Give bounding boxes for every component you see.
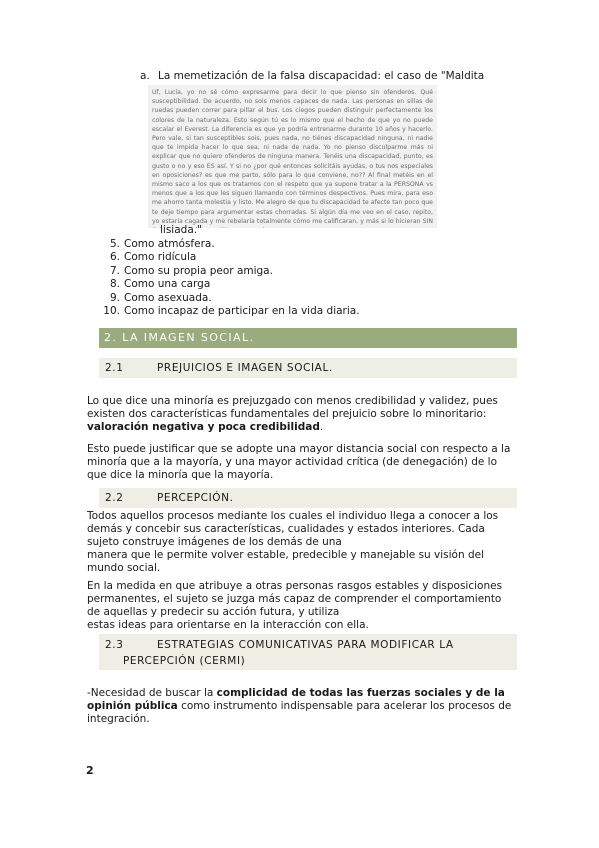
list-item-text: La memetización de la falsa discapacidad: el caso de "Maldita <box>158 70 485 82</box>
list-number: 10. <box>103 304 120 317</box>
list-number: 5. <box>109 238 120 250</box>
quote-screenshot-text: Uf, Lucía, yo no sé cómo expresarme para decir lo que pienso sin ofenderos. Qué susceptibilidad. De acuerdo, no sois menos capaces de nada. Las personas en sillas de ruedas pueden correr para pillar el bus. Los ciegos pueden distinguir perfectamente los colores de la naturaleza. Esto según tú es lo mismo que el hecho de que yo no puede escalar el Everest. La diferencia es que yo podría entrenarme durante 10 años y hacerlo. Pero vale, si tan susceptibles sois, pues nada, no tiénes discapacidad ninguna, ni nadie que te impida hacer lo que sea, ni nada de nada. Yo no pienso disculparme más ni explicar que no quiero ofenderos de ninguna manera. Tenéis una discapacidad, punto, es gusto o no y eso ES así. Y si no ¿por qué entonces solicitáis ayudas, o tus nos especiales en oposiciones? es que me parto, sólo para lo que conviene, no?? Al final metéis en el mismo saco a los que os tratamos con el respeto que ya supone tratar a la PERSONA vs menos que a los que les siguen llamando con términos despectivos. Pues mira, para eso me ahorro tanta molestia y listo. Me alegro de que tu discapacidad te afecte tan poco que te deje tiempo para argumentar estas chorradas. Si algún día me veo en el caso, repito, yo estaría cagada y me rebelaría totalmente cómo me calificaran, y más si lo hicieran SIN <box>152 89 433 225</box>
subsection-heading-2-2 <box>99 488 517 508</box>
paragraph-bold-text: valoración negativa y poca credibilidad <box>87 421 320 433</box>
list-item-a-continuation: lisiada." <box>160 224 202 236</box>
list-number: 6. <box>109 251 120 264</box>
list-letter: a. <box>140 70 150 82</box>
page-number: 2 <box>86 764 94 777</box>
numbered-list <box>100 238 360 318</box>
subsection-heading-2-3 <box>99 634 517 670</box>
list-item-text: Como una carga <box>124 278 211 291</box>
section-heading: 2. LA IMAGEN SOCIAL. <box>99 328 517 348</box>
subsection-title: ESTRATEGIAS COMUNICATIVAS PARA MODIFICAR LA <box>157 639 454 651</box>
paragraph-text: Todos aquellos procesos mediante los cuales el individuo llega a conocer a los demás y concebir sus características, cualidades y estados interiores. Cada sujeto construye imágenes de los demás de una <box>87 510 499 548</box>
list-item-a <box>140 70 484 82</box>
paragraph-text: En la medida en que atribuye a otras personas rasgos estables y disposiciones permanentes, el sujeto se juzga más capaz de comprender el comportamiento de aquellas y predecir su acción futura, y utiliza <box>87 580 503 618</box>
subsection-title: PREJUICIOS E IMAGEN SOCIAL. <box>157 362 333 374</box>
paragraph-end: . <box>319 421 324 433</box>
paragraph-text: estas ideas para orientarse en la interacción con ella. <box>87 619 369 631</box>
numbered-list-item <box>100 292 360 305</box>
paragraph-text: manera que le permite volver estable, predecible y manejable su visión del mundo social. <box>87 549 485 574</box>
list-item-text: Como atmósfera. <box>124 238 215 250</box>
subsection-number: 2.3 <box>105 639 124 651</box>
numbered-list-item <box>100 305 360 318</box>
numbered-list-item <box>100 265 360 278</box>
numbered-list-item <box>100 238 360 251</box>
numbered-list-item <box>100 278 360 291</box>
subsection-heading-2-1 <box>99 358 517 378</box>
paragraph <box>87 510 517 575</box>
numbered-list-item <box>100 251 360 264</box>
subsection-number: 2.2 <box>105 492 124 504</box>
list-item-text: Como asexuada. <box>124 291 212 304</box>
list-number: 7. <box>109 264 120 277</box>
list-item-text: Como incapaz de participar en la vida diaria. <box>124 304 360 317</box>
paragraph-text: -Necesidad de buscar la <box>87 687 217 699</box>
paragraph <box>87 687 517 726</box>
subsection-title-continued: PERCEPCIÓN (CERMI) <box>123 655 246 667</box>
subsection-title: PERCEPCIÓN. <box>157 492 234 504</box>
paragraph-end: como instrumento indispensable para acelerar los procesos de integración. <box>87 700 512 725</box>
list-number: 8. <box>109 278 120 291</box>
paragraph-bold-text: complicidad de todas las fuerzas sociales y de la opinión pública <box>87 687 505 712</box>
paragraph-text: Lo que dice una minoría es prejuzgado con menos credibilidad y validez, pues existen dos características fundamentales del prejuicio sobre lo minoritario: <box>87 395 498 420</box>
list-number: 9. <box>109 291 120 304</box>
paragraph: Esto puede justificar que se adopte una mayor distancia social con respecto a la minoría que a la mayoría, y una mayor actividad crítica (de denegación) de lo que dice la minoría que la mayoría. <box>87 443 511 481</box>
paragraph <box>87 395 517 434</box>
quote-screenshot-image <box>148 85 437 228</box>
paragraph <box>87 580 517 632</box>
list-item-text: Como ridícula <box>124 251 197 264</box>
list-item-text: Como su propia peor amiga. <box>124 264 273 277</box>
subsection-number: 2.1 <box>105 362 124 374</box>
